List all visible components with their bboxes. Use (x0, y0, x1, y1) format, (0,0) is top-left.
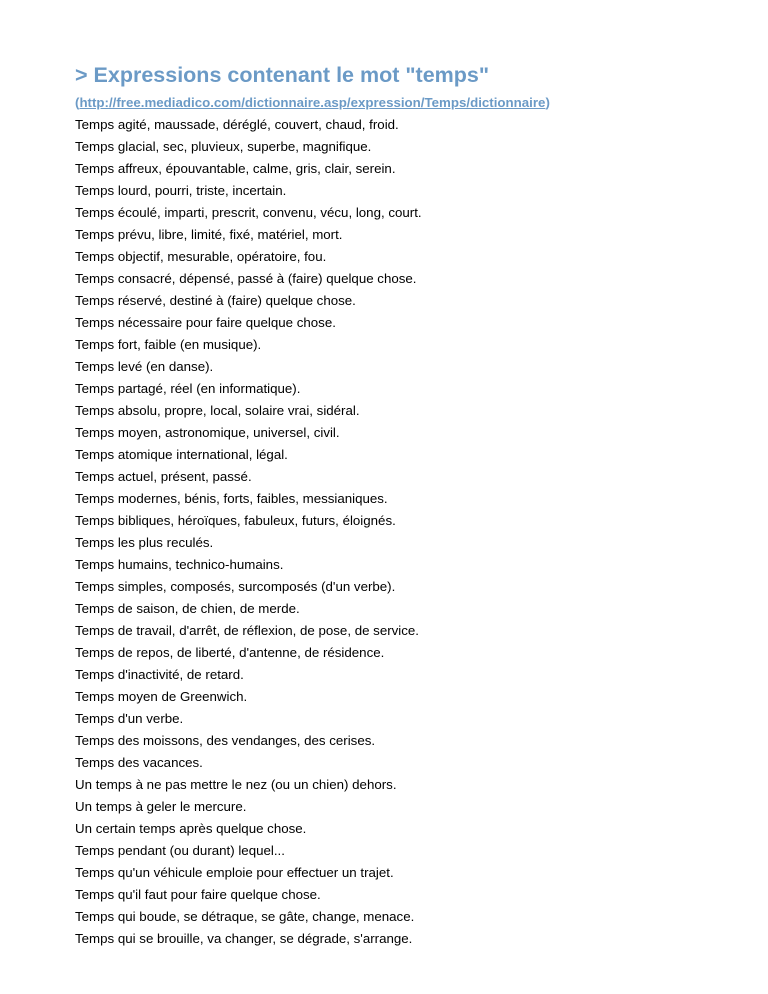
expression-item: Temps agité, maussade, déréglé, couvert, chaud, froid. (75, 117, 399, 132)
expression-item: Temps affreux, épouvantable, calme, gris, clair, serein. (75, 161, 396, 176)
source-link[interactable]: http://free.mediadico.com/dictionnaire.asp/expression/Temps/dictionnaire (79, 95, 546, 110)
source-open-paren: ( (75, 95, 80, 110)
expression-item: Un certain temps après quelque chose. (75, 821, 307, 836)
expression-item: Temps bibliques, héroïques, fabuleux, futurs, éloignés. (75, 513, 396, 528)
expression-item: Temps moyen de Greenwich. (75, 689, 248, 704)
expression-item: Temps qui se brouille, va changer, se dégrade, s'arrange. (75, 931, 413, 946)
expressions-list (75, 114, 735, 950)
expression-item: Temps fort, faible (en musique). (75, 337, 262, 352)
expression-item: Temps nécessaire pour faire quelque chose. (75, 315, 336, 330)
expression-item: Temps prévu, libre, limité, fixé, matériel, mort. (75, 227, 343, 242)
expression-item: Temps partagé, réel (en informatique). (75, 381, 301, 396)
expression-item: Temps levé (en danse). (75, 359, 214, 374)
expression-item: Temps les plus reculés. (75, 535, 214, 550)
expression-item: Temps des moissons, des vendanges, des cerises. (75, 733, 376, 748)
expression-item: Temps réservé, destiné à (faire) quelque chose. (75, 293, 356, 308)
expression-item: Temps d'inactivité, de retard. (75, 667, 244, 682)
expression-item: Temps qu'un véhicule emploie pour effectuer un trajet. (75, 865, 394, 880)
expression-item: Temps écoulé, imparti, prescrit, convenu, vécu, long, court. (75, 205, 422, 220)
expression-item: Temps simples, composés, surcomposés (d'un verbe). (75, 579, 396, 594)
expression-item: Temps d'un verbe. (75, 711, 184, 726)
expression-item: Temps modernes, bénis, forts, faibles, messianiques. (75, 491, 388, 506)
expression-item: Temps glacial, sec, pluvieux, superbe, magnifique. (75, 139, 372, 154)
expression-item: Un temps à ne pas mettre le nez (ou un chien) dehors. (75, 777, 397, 792)
document-page (75, 62, 735, 950)
page-title: > Expressions contenant le mot "temps" (75, 63, 490, 87)
expression-item: Temps qui boude, se détraque, se gâte, change, menace. (75, 909, 415, 924)
expression-item: Temps de saison, de chien, de merde. (75, 601, 300, 616)
expression-item: Temps atomique international, légal. (75, 447, 288, 462)
expression-item: Temps qu'il faut pour faire quelque chose. (75, 887, 321, 902)
expression-item: Temps de repos, de liberté, d'antenne, de résidence. (75, 645, 385, 660)
expression-item: Temps consacré, dépensé, passé à (faire) quelque chose. (75, 271, 417, 286)
source-citation (75, 95, 735, 111)
expression-item: Temps lourd, pourri, triste, incertain. (75, 183, 287, 198)
expression-item: Temps des vacances. (75, 755, 203, 770)
expression-item: Temps humains, technico-humains. (75, 557, 284, 572)
expression-item: Temps moyen, astronomique, universel, civil. (75, 425, 340, 440)
source-close-paren: ) (545, 95, 550, 110)
expression-item: Temps de travail, d'arrêt, de réflexion, de pose, de service. (75, 623, 419, 638)
expression-item: Temps absolu, propre, local, solaire vrai, sidéral. (75, 403, 360, 418)
expression-item: Temps actuel, présent, passé. (75, 469, 252, 484)
expression-item: Temps objectif, mesurable, opératoire, fou. (75, 249, 327, 264)
expression-item: Temps pendant (ou durant) lequel... (75, 843, 285, 858)
expression-item: Un temps à geler le mercure. (75, 799, 247, 814)
